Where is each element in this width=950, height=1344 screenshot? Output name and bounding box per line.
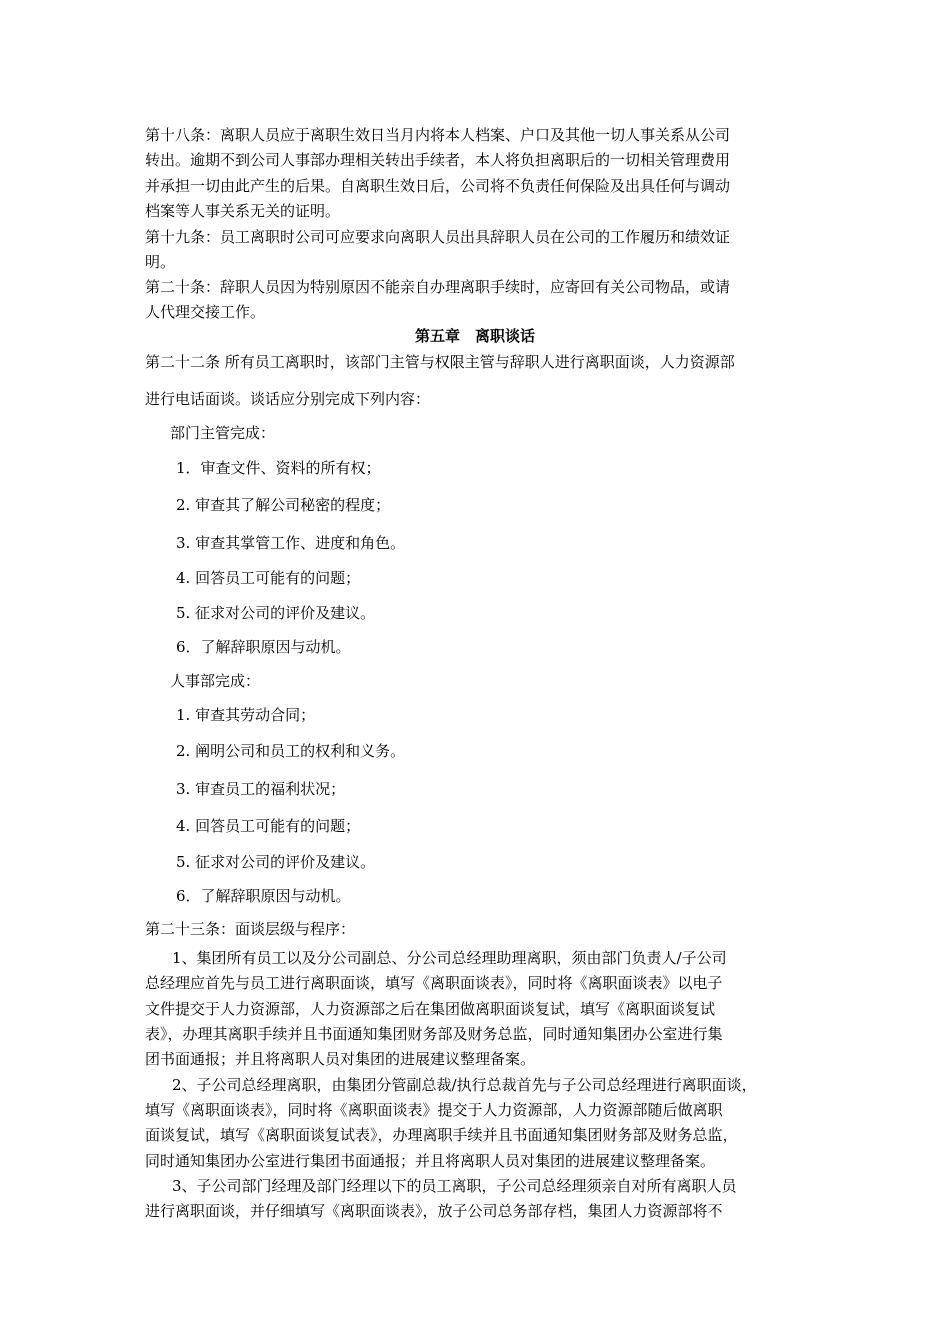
article23-p2-line: 面谈复试，填写《离职面谈复试表》，办理离职手续并且书面通知集团财务部及财务总监，	[145, 1126, 738, 1144]
article18-line: 第十八条：离职人员应于离职生效日当月内将本人档案、户口及其他一切人事关系从公司	[145, 126, 731, 144]
article22-line: 进行电话面谈。谈话应分别完成下列内容：	[145, 390, 431, 408]
article18-line: 档案等人事关系无关的证明。	[145, 202, 341, 220]
article20-line: 第二十条：辞职人员因为特别原因不能亲自办理离职手续时，应寄回有关公司物品，或请	[145, 278, 731, 296]
list-item: 4. 回答员工可能有的问题；	[176, 569, 361, 587]
article18-line: 并承担一切由此产生的后果。自离职生效日后，公司将不负责任何保险及出具任何与调动	[145, 177, 731, 195]
list-item: 6．了解辞职原因与动机。	[176, 887, 351, 905]
list-item: 3. 审查其掌管工作、进度和角色。	[176, 534, 406, 552]
list-item: 4. 回答员工可能有的问题；	[176, 817, 361, 835]
article23-p1-line: 表》，办理其离职手续并且书面通知集团财务部及财务总监，同时通知集团办公室进行集	[145, 1025, 723, 1043]
chapter-heading: 第五章 离职谈话	[414, 327, 535, 345]
list-item: 5. 征求对公司的评价及建议。	[176, 604, 376, 622]
article23-p1-line: 团书面通报；并且将离职人员对集团的进展建议整理备案。	[145, 1050, 536, 1068]
article23-title: 第二十三条：面谈层级与程序：	[145, 920, 356, 938]
article23-p1-line: 文件提交于人力资源部，人力资源部之后在集团做离职面谈复试，填写《离职面谈复试	[145, 1000, 716, 1018]
article19-line: 第十九条：员工离职时公司可应要求向离职人员出具辞职人员在公司的工作履历和绩效证	[145, 228, 731, 246]
list-item: 1．审查文件、资料的所有权；	[176, 459, 381, 477]
article22-line: 第二十二条 所有员工离职时，该部门主管与权限主管与辞职人进行离职面谈，人力资源部	[145, 353, 735, 371]
article18-line: 转出。逾期不到公司人事部办理相关转出手续者，本人将负担离职后的一切相关管理费用	[145, 151, 731, 169]
article23-p3-line: 3、子公司部门经理及部门经理以下的员工离职，子公司总经理须亲自对所有离职人员	[172, 1177, 737, 1195]
article23-p2-line: 填写《离职面谈表》，同时将《离职面谈表》提交于人力资源部，人力资源部随后做离职	[145, 1101, 723, 1119]
list-item: 2. 阐明公司和员工的权利和义务。	[176, 742, 406, 760]
article20-line: 人代理交接工作。	[145, 303, 266, 321]
article23-p1-line: 1、集团所有员工以及分公司副总、分公司总经理助理离职，须由部门负责人/子公司	[172, 949, 727, 967]
article23-p2-line: 2、子公司总经理离职，由集团分管副总裁/执行总裁首先与子公司总经理进行离职面谈，	[172, 1076, 757, 1094]
dept-manager-label: 部门主管完成：	[170, 424, 276, 442]
list-item: 1. 审查其劳动合同；	[176, 706, 316, 724]
list-item: 6．了解辞职原因与动机。	[176, 638, 351, 656]
list-item: 3. 审查员工的福利状况；	[176, 780, 346, 798]
article23-p2-line: 同时通知集团办公室进行集团书面通报；并且将离职人员对集团的进展建议整理备案。	[145, 1152, 716, 1170]
article23-p3-line: 进行离职面谈，并仔细填写《离职面谈表》，放子公司总务部存档，集团人力资源部将不	[145, 1202, 723, 1220]
hr-dept-label: 人事部完成：	[170, 672, 261, 690]
list-item: 5. 征求对公司的评价及建议。	[176, 853, 376, 871]
article19-line: 明。	[145, 253, 176, 271]
list-item: 2. 审查其了解公司秘密的程度；	[176, 496, 391, 514]
article23-p1-line: 总经理应首先与员工进行离职面谈，填写《离职面谈表》，同时将《离职面谈表》以电子	[145, 974, 723, 992]
